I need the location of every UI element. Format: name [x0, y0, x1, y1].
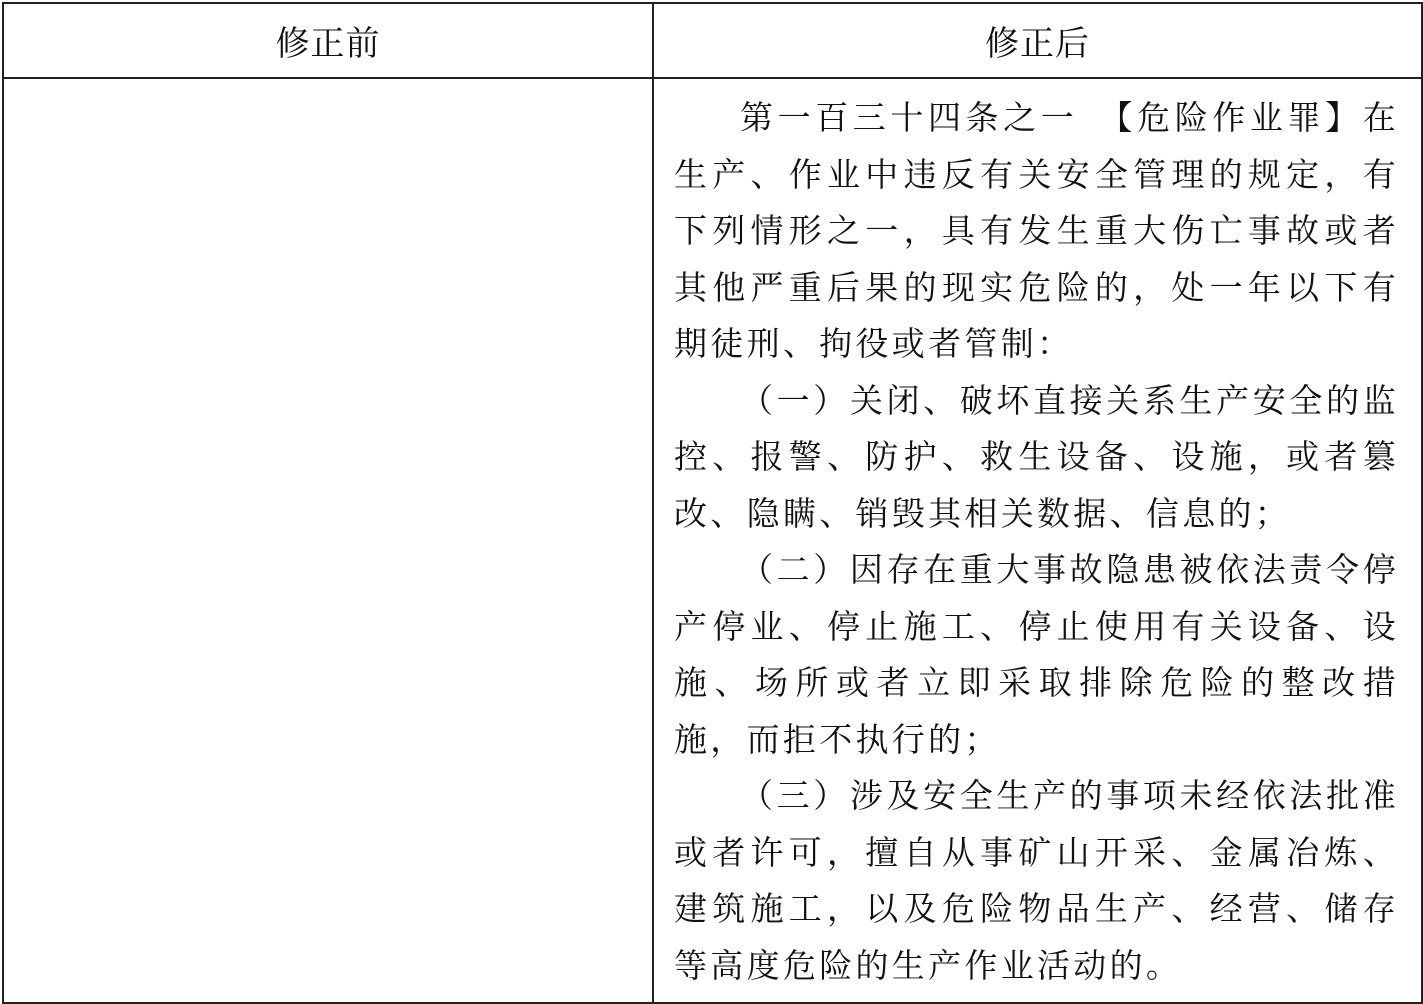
table-row: [3, 78, 1422, 1003]
amendment-comparison-table: [2, 2, 1423, 1004]
table-header-row: [3, 3, 1422, 78]
clause-paragraph-1: （一）关闭、破坏直接关系生产安全的监控、报警、防护、救生设备、设施，或者篡改、隐瞒、销毁其相关数据、信息的；: [674, 380, 1399, 533]
header-after: 修正后: [653, 3, 1422, 78]
before-cell: [3, 78, 653, 1003]
header-before: 修正前: [3, 3, 653, 78]
clause-paragraph-3: （三）涉及安全生产的事项未经依法批准或者许可，擅自从事矿山开采、金属冶炼、建筑施工，以及危险物品生产、经营、储存等高度危险的生产作业活动的。: [674, 776, 1399, 985]
article-paragraph: 第一百三十四条之一 【危险作业罪】在生产、作业中违反有关安全管理的规定，有下列情形之一，具有发生重大伤亡事故或者其他严重后果的现实危险的，处一年以下有期徒刑、拘役或者管制：: [674, 98, 1399, 363]
after-cell: [653, 78, 1422, 1003]
clause-paragraph-2: （二）因存在重大事故隐患被依法责令停产停业、停止施工、停止使用有关设备、设施、场所或者立即采取排除危险的整改措施，而拒不执行的；: [674, 550, 1399, 759]
